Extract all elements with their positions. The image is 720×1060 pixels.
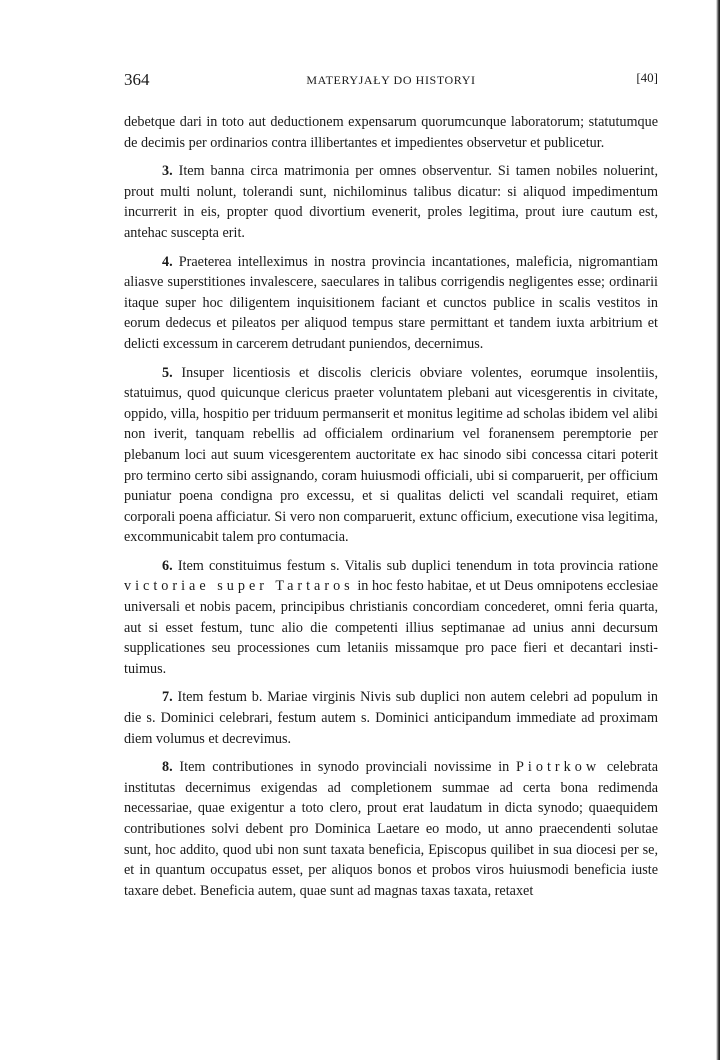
paragraph-6	[124, 556, 658, 680]
paragraph-number: 6.	[162, 557, 173, 574]
paragraph-text: debetque dari in toto aut deductionem expensarum quorumcunque laboratorum; statutumque de decimis per ordinarios contra illibertantes et impedientes observetur et publicetur.	[124, 114, 658, 151]
paragraph-number: 8.	[162, 759, 173, 776]
paragraph-7	[124, 687, 658, 749]
paragraph-continuation	[124, 112, 658, 153]
paragraph-number: 7.	[162, 689, 173, 706]
paragraph-8	[124, 757, 658, 901]
document-number: [40]	[636, 70, 658, 85]
paragraph-text: Insuper licentiosis et discolis clericis obviare volentes, eorumque insolentiis, statuimus, quod quicunque clericus praeter voluntatem plebani aut vicesgerentis in civitate, oppido, villa, hospitio per triduum permanserit et monitus legitime ad scholas ibidem vel alibi non iverit, tanquam rebellis ad officialem ordinarium vel foranensem peremptorie per plebanum loci aut suum vicesgerentem auctoritate ex hac sinodo sibi concessa citari poterit pro termino certo sibi assignando, coram huiusmodi officiali, ubi si comparuerit, per officium puniatur poena condigna pro excessu, et si qualitas delicti vel scandali requiret, etiam corporali poena afficiatur. Si vero non comparuerit, extunc officium, executione visa legitima, excommunicabit talem pro contumacia.	[124, 364, 658, 546]
page-edge-shadow	[716, 0, 720, 1060]
paragraph-text-before: Item constituimus festum s. Vitalis sub duplici tenendum in tota provincia ratione	[177, 557, 659, 574]
paragraph-text: Item festum b. Mariae virginis Nivis sub duplici non autem celebri ad populum in die s. Dominici celebrari, festum autem s. Dominici anticipandum immediate ad proximam diem volumus et decrevimus.	[124, 689, 658, 747]
paragraph-text-before: Item contributiones in synodo provinciali novissime in	[179, 759, 510, 776]
paragraph-3	[124, 161, 658, 243]
paragraph-number: 4.	[162, 253, 173, 270]
paragraph-text: Item banna circa matrimonia per omnes observentur. Si tamen nobiles noluerint, prout multi nolunt, tolerandi sunt, nichilominus talibus dicatur: si aliquod impedimentum incurrerit in eis, propter quod divortium evenerit, proles legitima, prout iure cautum est, antehac suscepta erit.	[124, 163, 659, 241]
paragraph-text: Praeterea intelleximus in nostra provincia incantationes, maleficia, nigromantiam aliasve superstitiones invalescere, saeculares in talibus corrigendis negligentes esse; ordinarii itaque super hoc diligentem inquisitionem faciant et cunctos publice in scalis vestitos in eorum dedecus et pileatos per aliquod tempus stare permittant et tandem iuxta arbitrium et delicti excessum in carcerem detrudant puniendos, decernimus.	[124, 253, 658, 352]
page-number: 364	[124, 70, 150, 89]
paragraph-text-after: celebrata institutas decernimus exigendas ad completionem summae ad certa bona redimenda necessariae, quae exigentur a toto clero, prout erat laudatum in dicta synodo; quaequidem contributiones solvi debent pro Dominica Laetare eo modo, ut anno praecendenti solutae sunt, hoc addito, quod ubi non sunt taxata beneficia, Episcopus quilibet in sua diocesi per se, et in quantum occupatus esset, per aliquos bonos et probos viros huiusmodi beneficia iuste taxare debet. Beneficia autem, quae sunt ad magnas taxas taxata, retaxet	[124, 759, 659, 899]
spaced-emphasis: victoriae super Tartaros	[124, 578, 354, 595]
spaced-emphasis: Piotrkow	[516, 759, 601, 776]
paragraph-4	[124, 252, 658, 355]
body-text	[124, 112, 658, 909]
paragraph-number: 3.	[162, 163, 173, 180]
paragraph-number: 5.	[162, 364, 173, 381]
paragraph-5	[124, 363, 658, 548]
paragraph-text-after: in hoc festo habitae, et ut Deus omnipotens ecclesiae universali et nobis pacem, principibus christianis concordiam concederet, omni feria quarta, aut si esset festum, tunc alio die competenti illius septimanae ad unius anni decursum supplicationes seu processiones cum letaniis missamque pro pace fieri et decantari instituimus.	[124, 578, 658, 677]
running-header	[124, 70, 658, 94]
running-title: MATERYJAŁY DO HISTORYI	[306, 73, 476, 87]
